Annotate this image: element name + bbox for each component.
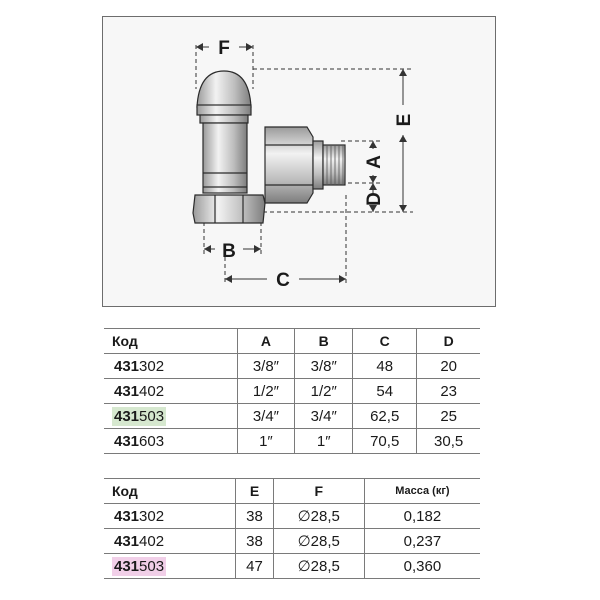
b-cell: 3/8″ bbox=[295, 354, 353, 379]
label-E: E bbox=[394, 113, 415, 127]
table-row bbox=[104, 354, 480, 379]
f-cell: ∅28,5 bbox=[273, 504, 364, 529]
header-mass: Масса (кг) bbox=[364, 479, 480, 504]
header-d: D bbox=[417, 329, 480, 354]
header-c: C bbox=[353, 329, 417, 354]
table-header-row bbox=[104, 479, 480, 504]
table-row bbox=[104, 404, 480, 429]
size-mass-table bbox=[104, 478, 480, 579]
code-cell bbox=[104, 504, 236, 529]
header-code: Код bbox=[104, 329, 237, 354]
header-code: Код bbox=[104, 479, 236, 504]
code-value: 431402 bbox=[114, 382, 165, 400]
table-row bbox=[104, 529, 480, 554]
table-row bbox=[104, 504, 480, 529]
valve-drawing bbox=[103, 17, 497, 308]
e-cell: 47 bbox=[236, 554, 273, 579]
c-cell: 62,5 bbox=[353, 404, 417, 429]
f-cell: ∅28,5 bbox=[273, 554, 364, 579]
label-D: D bbox=[364, 192, 385, 206]
d-cell: 25 bbox=[417, 404, 480, 429]
label-F: F bbox=[218, 38, 230, 59]
code-cell bbox=[104, 554, 236, 579]
a-cell: 1″ bbox=[237, 429, 295, 454]
header-b: B bbox=[295, 329, 353, 354]
b-cell: 1″ bbox=[295, 429, 353, 454]
code-value: 431302 bbox=[114, 357, 165, 375]
code-value: 431402 bbox=[114, 532, 165, 550]
mass-cell: 0,237 bbox=[364, 529, 480, 554]
d-cell: 20 bbox=[417, 354, 480, 379]
c-cell: 48 bbox=[353, 354, 417, 379]
b-cell: 3/4″ bbox=[295, 404, 353, 429]
table-row bbox=[104, 379, 480, 404]
label-B: B bbox=[222, 241, 236, 262]
valve-diagram-panel bbox=[102, 16, 496, 307]
dimensions-table bbox=[104, 328, 480, 454]
code-cell bbox=[104, 354, 237, 379]
table-header-row bbox=[104, 329, 480, 354]
a-cell: 3/4″ bbox=[237, 404, 295, 429]
code-value: 431603 bbox=[114, 432, 165, 450]
code-cell bbox=[104, 404, 237, 429]
a-cell: 1/2″ bbox=[237, 379, 295, 404]
d-cell: 30,5 bbox=[417, 429, 480, 454]
a-cell: 3/8″ bbox=[237, 354, 295, 379]
f-cell: ∅28,5 bbox=[273, 529, 364, 554]
mass-cell: 0,182 bbox=[364, 504, 480, 529]
code-value: 431503 bbox=[114, 407, 165, 425]
table-row bbox=[104, 554, 480, 579]
d-cell: 23 bbox=[417, 379, 480, 404]
e-cell: 38 bbox=[236, 529, 273, 554]
c-cell: 54 bbox=[353, 379, 417, 404]
header-e: E bbox=[236, 479, 273, 504]
c-cell: 70,5 bbox=[353, 429, 417, 454]
mass-cell: 0,360 bbox=[364, 554, 480, 579]
label-C: C bbox=[276, 270, 290, 291]
valve-body bbox=[193, 71, 345, 223]
code-cell bbox=[104, 429, 237, 454]
label-A: A bbox=[364, 155, 385, 169]
header-f: F bbox=[273, 479, 364, 504]
header-a: A bbox=[237, 329, 295, 354]
code-cell bbox=[104, 529, 236, 554]
code-value: 431503 bbox=[114, 557, 165, 575]
e-cell: 38 bbox=[236, 504, 273, 529]
table-row bbox=[104, 429, 480, 454]
code-value: 431302 bbox=[114, 507, 165, 525]
code-cell bbox=[104, 379, 237, 404]
b-cell: 1/2″ bbox=[295, 379, 353, 404]
